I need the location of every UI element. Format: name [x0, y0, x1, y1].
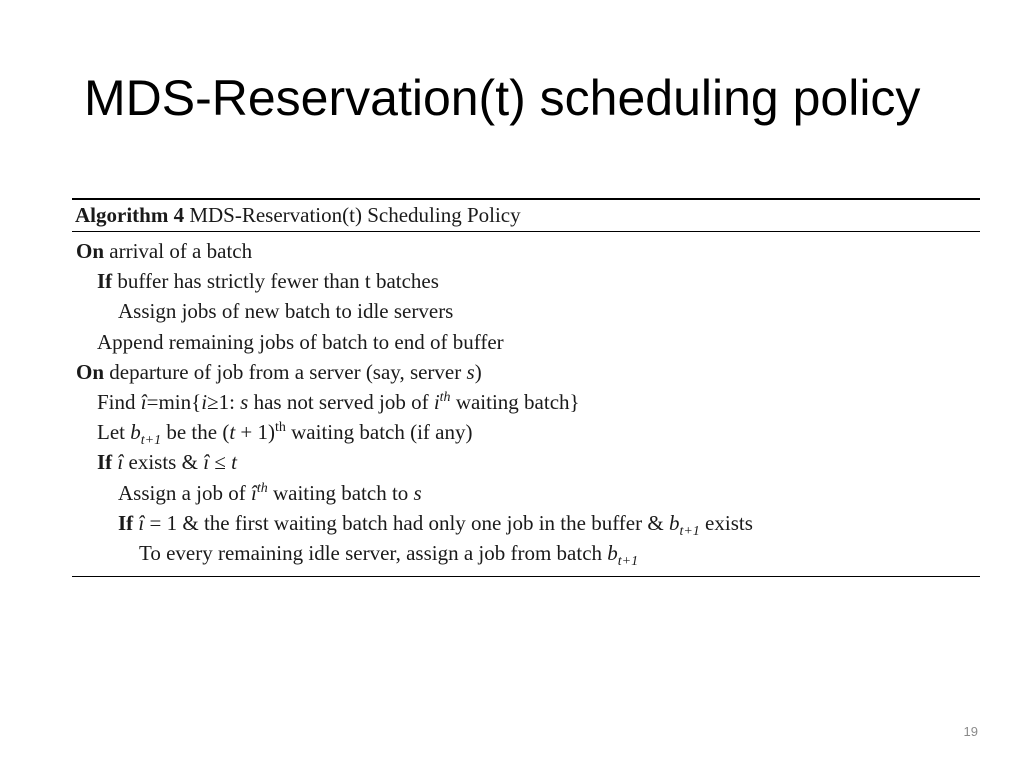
- algorithm-line: [72, 236, 980, 266]
- algorithm-math: [207, 390, 235, 414]
- algorithm-segment-text: On: [76, 239, 105, 263]
- algorithm-segment-text: has not served job of: [248, 389, 434, 414]
- algorithm-segment-text: î: [140, 389, 147, 414]
- algorithm-caption-title: MDS-Reservation(t) Scheduling Policy: [189, 203, 521, 227]
- algorithm-line: [72, 327, 980, 357]
- algorithm-segment-text: be the: [161, 420, 223, 445]
- algorithm-text: [104, 239, 252, 263]
- algorithm-text: [161, 420, 222, 444]
- algorithm-subscript: t+1: [617, 554, 639, 570]
- algorithm-math: [147, 390, 202, 414]
- algorithm-superscript: th: [256, 480, 268, 496]
- algorithm-math: [235, 420, 286, 444]
- algorithm-keyword: [118, 511, 133, 535]
- algorithm-segment-text: î: [138, 510, 145, 535]
- algorithm-text: [112, 269, 439, 293]
- algorithm-line: [72, 417, 980, 447]
- algorithm-bottom-rule: [72, 576, 980, 577]
- algorithm-math: [414, 481, 422, 505]
- algorithm-segment-text: î: [251, 480, 257, 505]
- page-number: 19: [963, 724, 978, 739]
- algorithm-text: [97, 330, 504, 354]
- algorithm-segment-text: buffer has strictly fewer than t batches: [112, 269, 439, 294]
- algorithm-math: [130, 420, 162, 449]
- algorithm-keyword: [76, 360, 104, 384]
- algorithm-keyword: [76, 239, 104, 263]
- algorithm-segment-text: To every remaining idle server, assign a job from batch: [139, 540, 608, 565]
- algorithm-math: [144, 511, 177, 535]
- algorithm-caption-label: Algorithm 4: [75, 203, 185, 227]
- algorithm-segment-text: arrival of a batch: [104, 239, 253, 263]
- algorithm-segment-text: & the first waiting batch had only one job in the buffer &: [177, 510, 669, 535]
- algorithm-segment-text: s: [240, 389, 249, 414]
- algorithm-segment-text: + 1): [235, 420, 275, 445]
- algorithm-line: [72, 538, 980, 568]
- algorithm-text: [139, 541, 607, 565]
- algorithm-text: [286, 420, 473, 444]
- algorithm-segment-text: b: [607, 540, 618, 565]
- algorithm-segment-text: ): [474, 359, 482, 384]
- algorithm-text: [97, 390, 141, 414]
- algorithm-body: [72, 232, 980, 576]
- algorithm-segment-text: exists &: [123, 450, 204, 475]
- algorithm-segment-text: b: [130, 420, 141, 445]
- algorithm-segment-text: waiting batch}: [450, 389, 580, 414]
- algorithm-math: [668, 510, 700, 539]
- algorithm-segment-text: ≥1:: [207, 389, 235, 414]
- algorithm-segment-text: (: [222, 420, 230, 445]
- algorithm-text: [268, 481, 414, 505]
- algorithm-math: [251, 481, 268, 505]
- algorithm-text: [475, 360, 482, 384]
- algorithm-segment-text: ≤: [209, 450, 232, 475]
- algorithm-text: [104, 360, 466, 384]
- algorithm-subscript: t+1: [679, 523, 700, 539]
- algorithm-segment-text: Let: [97, 420, 131, 445]
- algorithm-text: [123, 450, 203, 474]
- algorithm-text: [118, 481, 251, 505]
- algorithm-text: [451, 390, 580, 414]
- algorithm-segment-text: s: [466, 359, 475, 384]
- algorithm-segment-text: i: [433, 389, 440, 414]
- algorithm-segment-text: Assign jobs of new batch to idle servers: [118, 299, 454, 324]
- algorithm-text: [177, 511, 669, 535]
- algorithm-math: [231, 450, 237, 474]
- algorithm-segment-text: b: [668, 510, 680, 535]
- algorithm-segment-text: î: [117, 450, 124, 475]
- algorithm-box: [72, 198, 980, 577]
- algorithm-keyword: [97, 269, 112, 293]
- algorithm-segment-text: exists: [699, 510, 753, 535]
- algorithm-segment-text: = 1: [144, 510, 178, 535]
- algorithm-segment-text: Append remaining jobs of batch to end of buffer: [97, 329, 504, 354]
- algorithm-segment-text: departure of job from a server (say, server: [104, 359, 467, 384]
- algorithm-segment-text: Assign a job of: [118, 480, 251, 505]
- algorithm-subscript: t+1: [140, 433, 162, 449]
- algorithm-segment-text: Find: [97, 389, 141, 414]
- algorithm-line: [72, 357, 980, 387]
- algorithm-text: [248, 390, 433, 414]
- algorithm-segment-text: If: [97, 269, 113, 294]
- algorithm-segment-text: i: [201, 389, 208, 414]
- algorithm-line: [72, 447, 980, 477]
- algorithm-segment-text: s: [413, 480, 422, 505]
- algorithm-segment-text: On: [76, 359, 105, 384]
- algorithm-segment-text: If: [118, 510, 134, 535]
- algorithm-segment-text: t: [231, 450, 237, 475]
- algorithm-math: [209, 450, 231, 474]
- algorithm-math: [467, 360, 475, 384]
- algorithm-math: [434, 390, 451, 414]
- slide-title: MDS-Reservation(t) scheduling policy: [84, 70, 921, 126]
- algorithm-line: [72, 296, 980, 326]
- algorithm-text: [97, 420, 130, 444]
- algorithm-segment-text: waiting batch to: [267, 480, 414, 505]
- algorithm-segment-text: =min{: [146, 389, 202, 414]
- algorithm-text: [118, 299, 453, 323]
- algorithm-segment-text: t: [229, 420, 236, 445]
- algorithm-keyword: [97, 450, 112, 474]
- algorithm-caption: [72, 200, 980, 231]
- algorithm-line: [72, 387, 980, 417]
- algorithm-segment-text: waiting batch (if any): [285, 420, 473, 445]
- algorithm-segment-text: If: [97, 450, 113, 475]
- algorithm-superscript: th: [275, 420, 286, 436]
- algorithm-line: [72, 508, 980, 538]
- algorithm-line: [72, 478, 980, 508]
- algorithm-line: [72, 266, 980, 296]
- algorithm-math: [607, 540, 639, 570]
- algorithm-text: [700, 511, 753, 535]
- algorithm-segment-text: î: [203, 450, 210, 475]
- algorithm-superscript: th: [439, 389, 451, 405]
